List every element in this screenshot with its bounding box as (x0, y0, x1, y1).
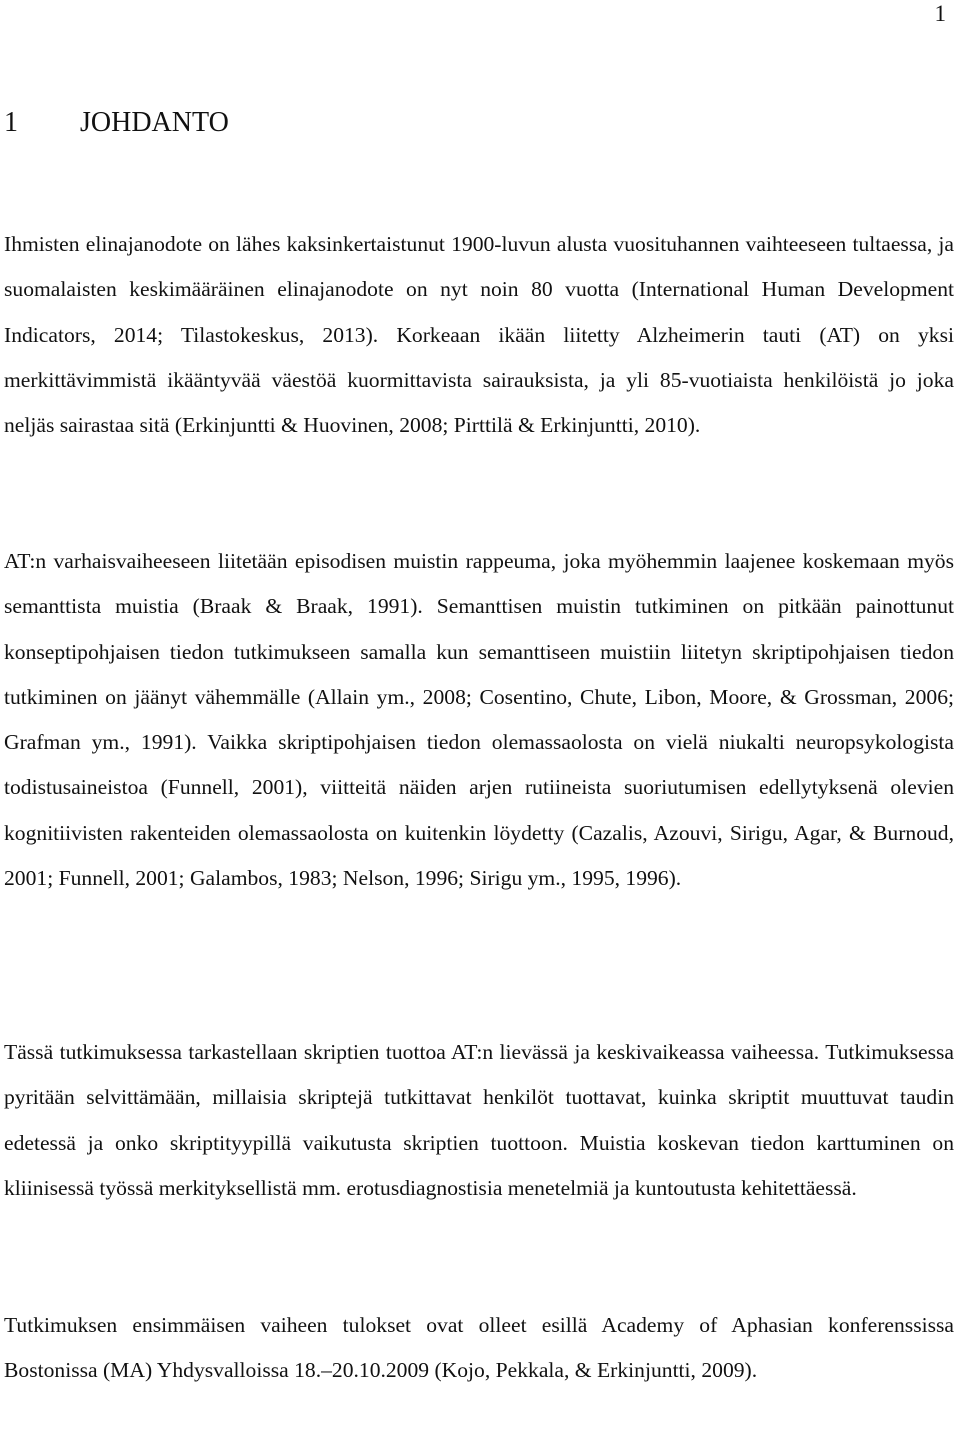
section-heading (4, 106, 229, 140)
paragraph-text: Tässä tutkimuksessa tarkastellaan skriptien tuottoa AT:n lievässä ja keskivaikeassa vaiheessa. Tutkimuksessa pyritään selvittämään, millaisia skriptejä tutkittavat henkilöt tuottavat, kuinka skriptit muuttuvat taudin edetessä ja onko skriptityypillä vaikutusta skriptien tuottoon. Muistia koskevan tiedon karttuminen on kliinisessä työssä merkityksellistä mm. erotusdiagnostisia menetelmiä ja kuntoutusta kehitettäessä. (4, 1040, 954, 1200)
paragraph-semantic-memory (4, 539, 954, 901)
paragraph-study-aim (4, 1030, 954, 1211)
paragraph-text: Tutkimuksen ensimmäisen vaiheen tulokset ovat olleet esillä Academy of Aphasian konferenssissa Bostonissa (MA) Yhdysvalloissa 18.–20.10.2009 (Kojo, Pekkala, & Erkinjuntti, 2009). (4, 1313, 954, 1383)
page-number: 1 (934, 1, 946, 26)
paragraph-text: Ihmisten elinajanodote on lähes kaksinkertaistunut 1900-luvun alusta vuosituhannen vaihteeseen tultaessa, ja suomalaisten keskimääräinen elinajanodote on nyt noin 80 vuotta (International Human Development Indicators, 2014; Tilastokeskus, 2013). Korkeaan ikään liitetty Alzheimerin tauti (AT) on yksi merkittävimmistä ikääntyvää väestöä kuormittavista sairauksista, ja yli 85-vuotiaista henkilöistä jo joka neljäs sairastaa sitä (Erkinjuntti & Huovinen, 2008; Pirttilä & Erkinjuntti, 2010). (4, 232, 954, 438)
paragraph-conference (4, 1303, 954, 1394)
paragraph-text: AT:n varhaisvaiheeseen liitetään episodisen muistin rappeuma, joka myöhemmin laajenee koskemaan myös semanttista muistia (Braak & Braak, 1991). Semanttisen muistin tutkiminen on pitkään painottunut konseptipohjaisen tiedon tutkimukseen samalla kun semanttiseen muistiin liitetyn skriptipohjaisen tiedon tutkiminen on jäänyt vähemmälle (Allain ym., 2008; Cosentino, Chute, Libon, Moore, & Grossman, 2006; Grafman ym., 1991). Vaikka skriptipohjaisen tiedon olemassaolosta on vielä niukalti neuropsykologista todistusaineistoa (Funnell, 2001), viitteitä näiden arjen rutiineista suoriutumisen edellytyksenä olevien kognitiivisten rakenteiden olemassaolosta on kuitenkin löydetty (Cazalis, Azouvi, Sirigu, Agar, & Burnoud, 2001; Funnell, 2001; Galambos, 1983; Nelson, 1996; Sirigu ym., 1995, 1996). (4, 549, 954, 891)
section-title: JOHDANTO (80, 107, 229, 138)
paragraph-intro (4, 222, 954, 448)
section-number: 1 (4, 107, 18, 138)
